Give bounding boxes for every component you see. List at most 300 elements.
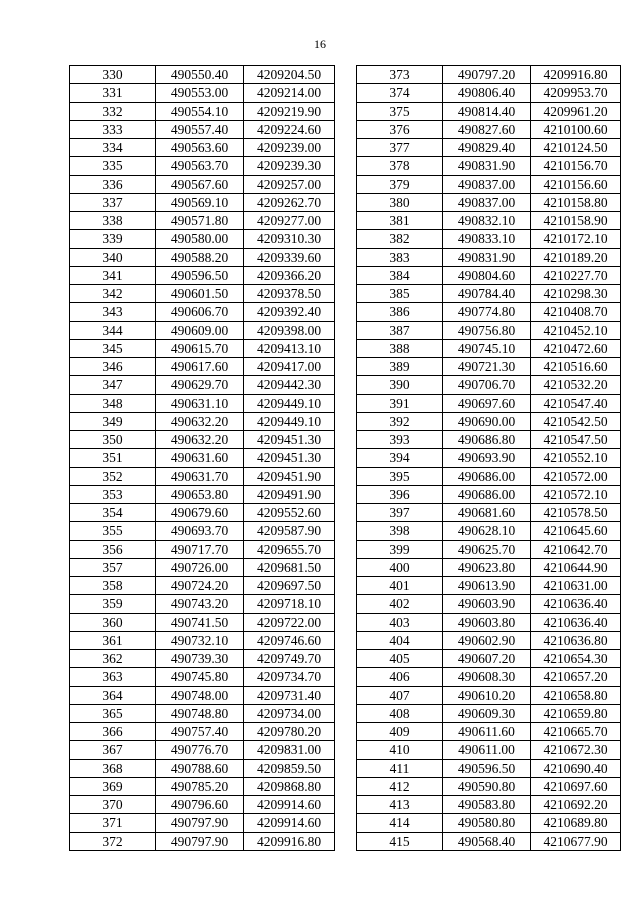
y-coordinate-cell: 4210156.60 <box>531 175 621 193</box>
point-number-cell: 347 <box>70 376 156 394</box>
table-row <box>357 504 621 522</box>
table-row <box>357 285 621 303</box>
x-coordinate-cell: 490686.00 <box>443 485 531 503</box>
table-row <box>357 139 621 157</box>
x-coordinate-cell: 490756.80 <box>443 321 531 339</box>
table-row <box>70 248 335 266</box>
y-coordinate-cell: 4209214.00 <box>244 84 335 102</box>
x-coordinate-cell: 490785.20 <box>156 777 244 795</box>
page-number: 16 <box>314 37 326 51</box>
table-row <box>357 650 621 668</box>
point-number-cell: 357 <box>70 558 156 576</box>
point-number-cell: 400 <box>357 558 443 576</box>
x-coordinate-cell: 490717.70 <box>156 540 244 558</box>
x-coordinate-cell: 490690.00 <box>443 412 531 430</box>
point-number-cell: 384 <box>357 266 443 284</box>
point-number-cell: 351 <box>70 449 156 467</box>
x-coordinate-cell: 490617.60 <box>156 358 244 376</box>
x-coordinate-cell: 490827.60 <box>443 120 531 138</box>
table-row <box>70 394 335 412</box>
x-coordinate-cell: 490743.20 <box>156 595 244 613</box>
point-number-cell: 397 <box>357 504 443 522</box>
x-coordinate-cell: 490588.20 <box>156 248 244 266</box>
point-number-cell: 333 <box>70 120 156 138</box>
x-coordinate-cell: 490611.60 <box>443 723 531 741</box>
point-number-cell: 385 <box>357 285 443 303</box>
point-number-cell: 341 <box>70 266 156 284</box>
y-coordinate-cell: 4209552.60 <box>244 504 335 522</box>
table-row <box>70 631 335 649</box>
point-number-cell: 395 <box>357 467 443 485</box>
table-row <box>357 631 621 649</box>
table-row <box>357 120 621 138</box>
x-coordinate-cell: 490610.20 <box>443 686 531 704</box>
y-coordinate-cell: 4210100.60 <box>531 120 621 138</box>
y-coordinate-cell: 4209449.10 <box>244 412 335 430</box>
point-number-cell: 378 <box>357 157 443 175</box>
point-number-cell: 402 <box>357 595 443 613</box>
table-row <box>70 759 335 777</box>
y-coordinate-cell: 4210227.70 <box>531 266 621 284</box>
x-coordinate-cell: 490837.00 <box>443 193 531 211</box>
table-row <box>357 558 621 576</box>
point-number-cell: 346 <box>70 358 156 376</box>
x-coordinate-cell: 490697.60 <box>443 394 531 412</box>
x-coordinate-cell: 490814.40 <box>443 102 531 120</box>
table-row <box>357 704 621 722</box>
point-number-cell: 396 <box>357 485 443 503</box>
point-number-cell: 350 <box>70 431 156 449</box>
x-coordinate-cell: 490829.40 <box>443 139 531 157</box>
table-row <box>357 485 621 503</box>
table-row <box>70 686 335 704</box>
x-coordinate-cell: 490721.30 <box>443 358 531 376</box>
point-number-cell: 360 <box>70 613 156 631</box>
point-number-cell: 342 <box>70 285 156 303</box>
x-coordinate-cell: 490568.40 <box>443 832 531 850</box>
table-row <box>357 394 621 412</box>
y-coordinate-cell: 4210697.60 <box>531 777 621 795</box>
y-coordinate-cell: 4209239.00 <box>244 139 335 157</box>
x-coordinate-cell: 490623.80 <box>443 558 531 576</box>
x-coordinate-cell: 490686.80 <box>443 431 531 449</box>
x-coordinate-cell: 490837.00 <box>443 175 531 193</box>
y-coordinate-cell: 4209378.50 <box>244 285 335 303</box>
table-row <box>70 723 335 741</box>
point-number-cell: 414 <box>357 814 443 832</box>
y-coordinate-cell: 4209961.20 <box>531 102 621 120</box>
table-row <box>357 431 621 449</box>
point-number-cell: 356 <box>70 540 156 558</box>
point-number-cell: 407 <box>357 686 443 704</box>
table-row <box>70 522 335 540</box>
point-number-cell: 343 <box>70 303 156 321</box>
y-coordinate-cell: 4210547.40 <box>531 394 621 412</box>
x-coordinate-cell: 490653.80 <box>156 485 244 503</box>
y-coordinate-cell: 4209831.00 <box>244 741 335 759</box>
point-number-cell: 404 <box>357 631 443 649</box>
x-coordinate-cell: 490632.20 <box>156 412 244 430</box>
x-coordinate-cell: 490557.40 <box>156 120 244 138</box>
y-coordinate-cell: 4209914.60 <box>244 796 335 814</box>
y-coordinate-cell: 4209859.50 <box>244 759 335 777</box>
table-row <box>357 358 621 376</box>
y-coordinate-cell: 4209655.70 <box>244 540 335 558</box>
x-coordinate-cell: 490609.00 <box>156 321 244 339</box>
table-row <box>357 66 621 84</box>
x-coordinate-cell: 490609.30 <box>443 704 531 722</box>
table-row <box>70 595 335 613</box>
coordinate-table-right <box>356 65 621 851</box>
point-number-cell: 352 <box>70 467 156 485</box>
point-number-cell: 405 <box>357 650 443 668</box>
table-row <box>357 230 621 248</box>
y-coordinate-cell: 4210657.20 <box>531 668 621 686</box>
point-number-cell: 358 <box>70 577 156 595</box>
x-coordinate-cell: 490693.70 <box>156 522 244 540</box>
y-coordinate-cell: 4210692.20 <box>531 796 621 814</box>
x-coordinate-cell: 490748.00 <box>156 686 244 704</box>
x-coordinate-cell: 490603.90 <box>443 595 531 613</box>
x-coordinate-cell: 490831.90 <box>443 157 531 175</box>
y-coordinate-cell: 4209914.60 <box>244 814 335 832</box>
y-coordinate-cell: 4209449.10 <box>244 394 335 412</box>
y-coordinate-cell: 4209734.00 <box>244 704 335 722</box>
y-coordinate-cell: 4209339.60 <box>244 248 335 266</box>
x-coordinate-cell: 490724.20 <box>156 577 244 595</box>
table-row <box>70 120 335 138</box>
table-row <box>357 595 621 613</box>
table-row <box>357 759 621 777</box>
table-row <box>70 412 335 430</box>
point-number-cell: 411 <box>357 759 443 777</box>
x-coordinate-cell: 490706.70 <box>443 376 531 394</box>
point-number-cell: 374 <box>357 84 443 102</box>
x-coordinate-cell: 490603.80 <box>443 613 531 631</box>
y-coordinate-cell: 4209366.20 <box>244 266 335 284</box>
point-number-cell: 365 <box>70 704 156 722</box>
table-row <box>357 613 621 631</box>
y-coordinate-cell: 4210642.70 <box>531 540 621 558</box>
x-coordinate-cell: 490580.80 <box>443 814 531 832</box>
x-coordinate-cell: 490745.80 <box>156 668 244 686</box>
y-coordinate-cell: 4210672.30 <box>531 741 621 759</box>
y-coordinate-cell: 4209204.50 <box>244 66 335 84</box>
table-row <box>70 212 335 230</box>
table-row <box>70 467 335 485</box>
x-coordinate-cell: 490590.80 <box>443 777 531 795</box>
table-row <box>357 814 621 832</box>
x-coordinate-cell: 490741.50 <box>156 613 244 631</box>
table-row <box>357 686 621 704</box>
x-coordinate-cell: 490631.10 <box>156 394 244 412</box>
y-coordinate-cell: 4210636.40 <box>531 595 621 613</box>
y-coordinate-cell: 4210408.70 <box>531 303 621 321</box>
y-coordinate-cell: 4210452.10 <box>531 321 621 339</box>
y-coordinate-cell: 4209451.30 <box>244 449 335 467</box>
point-number-cell: 377 <box>357 139 443 157</box>
y-coordinate-cell: 4209718.10 <box>244 595 335 613</box>
table-row <box>357 577 621 595</box>
point-number-cell: 403 <box>357 613 443 631</box>
y-coordinate-cell: 4209697.50 <box>244 577 335 595</box>
x-coordinate-cell: 490693.90 <box>443 449 531 467</box>
y-coordinate-cell: 4209491.90 <box>244 485 335 503</box>
x-coordinate-cell: 490606.70 <box>156 303 244 321</box>
point-number-cell: 338 <box>70 212 156 230</box>
point-number-cell: 340 <box>70 248 156 266</box>
table-row <box>357 522 621 540</box>
x-coordinate-cell: 490554.10 <box>156 102 244 120</box>
table-row <box>70 650 335 668</box>
y-coordinate-cell: 4209277.00 <box>244 212 335 230</box>
point-number-cell: 368 <box>70 759 156 777</box>
x-coordinate-cell: 490739.30 <box>156 650 244 668</box>
table-row <box>70 321 335 339</box>
y-coordinate-cell: 4210542.50 <box>531 412 621 430</box>
y-coordinate-cell: 4209916.80 <box>244 832 335 850</box>
table-row <box>70 577 335 595</box>
y-coordinate-cell: 4209953.70 <box>531 84 621 102</box>
point-number-cell: 364 <box>70 686 156 704</box>
x-coordinate-cell: 490831.90 <box>443 248 531 266</box>
x-coordinate-cell: 490797.90 <box>156 832 244 850</box>
table-row <box>70 540 335 558</box>
x-coordinate-cell: 490632.20 <box>156 431 244 449</box>
x-coordinate-cell: 490679.60 <box>156 504 244 522</box>
y-coordinate-cell: 4209257.00 <box>244 175 335 193</box>
point-number-cell: 363 <box>70 668 156 686</box>
table-row <box>357 741 621 759</box>
x-coordinate-cell: 490602.90 <box>443 631 531 649</box>
point-number-cell: 375 <box>357 102 443 120</box>
point-number-cell: 348 <box>70 394 156 412</box>
table-row <box>357 540 621 558</box>
y-coordinate-cell: 4210658.80 <box>531 686 621 704</box>
y-coordinate-cell: 4210572.10 <box>531 485 621 503</box>
x-coordinate-cell: 490628.10 <box>443 522 531 540</box>
y-coordinate-cell: 4209868.80 <box>244 777 335 795</box>
point-number-cell: 391 <box>357 394 443 412</box>
x-coordinate-cell: 490806.40 <box>443 84 531 102</box>
x-coordinate-cell: 490748.80 <box>156 704 244 722</box>
point-number-cell: 336 <box>70 175 156 193</box>
table-row <box>357 193 621 211</box>
point-number-cell: 389 <box>357 358 443 376</box>
table-row <box>357 339 621 357</box>
x-coordinate-cell: 490686.00 <box>443 467 531 485</box>
table-row <box>70 814 335 832</box>
point-number-cell: 415 <box>357 832 443 850</box>
table-row <box>70 175 335 193</box>
table-row <box>357 777 621 795</box>
x-coordinate-cell: 490757.40 <box>156 723 244 741</box>
table-row <box>70 449 335 467</box>
point-number-cell: 392 <box>357 412 443 430</box>
table-row <box>70 157 335 175</box>
y-coordinate-cell: 4209224.60 <box>244 120 335 138</box>
y-coordinate-cell: 4210631.00 <box>531 577 621 595</box>
y-coordinate-cell: 4209398.00 <box>244 321 335 339</box>
table-row <box>70 376 335 394</box>
y-coordinate-cell: 4210665.70 <box>531 723 621 741</box>
x-coordinate-cell: 490732.10 <box>156 631 244 649</box>
x-coordinate-cell: 490611.00 <box>443 741 531 759</box>
table-row <box>357 723 621 741</box>
point-number-cell: 393 <box>357 431 443 449</box>
table-row <box>357 796 621 814</box>
table-row <box>357 102 621 120</box>
coordinate-table-left <box>69 65 335 851</box>
table-row <box>357 412 621 430</box>
table-row <box>70 832 335 850</box>
point-number-cell: 366 <box>70 723 156 741</box>
point-number-cell: 371 <box>70 814 156 832</box>
y-coordinate-cell: 4209916.80 <box>531 66 621 84</box>
x-coordinate-cell: 490745.10 <box>443 339 531 357</box>
table-row <box>70 102 335 120</box>
table-row <box>357 84 621 102</box>
point-number-cell: 406 <box>357 668 443 686</box>
y-coordinate-cell: 4210659.80 <box>531 704 621 722</box>
table-row <box>357 449 621 467</box>
y-coordinate-cell: 4209239.30 <box>244 157 335 175</box>
table-row <box>357 266 621 284</box>
y-coordinate-cell: 4209392.40 <box>244 303 335 321</box>
y-coordinate-cell: 4209681.50 <box>244 558 335 576</box>
y-coordinate-cell: 4210644.90 <box>531 558 621 576</box>
x-coordinate-cell: 490601.50 <box>156 285 244 303</box>
point-number-cell: 372 <box>70 832 156 850</box>
table-row <box>357 212 621 230</box>
y-coordinate-cell: 4210689.80 <box>531 814 621 832</box>
y-coordinate-cell: 4210572.00 <box>531 467 621 485</box>
x-coordinate-cell: 490797.20 <box>443 66 531 84</box>
table-row <box>70 741 335 759</box>
x-coordinate-cell: 490796.60 <box>156 796 244 814</box>
point-number-cell: 361 <box>70 631 156 649</box>
point-number-cell: 334 <box>70 139 156 157</box>
x-coordinate-cell: 490569.10 <box>156 193 244 211</box>
table-row <box>357 303 621 321</box>
y-coordinate-cell: 4210636.40 <box>531 613 621 631</box>
x-coordinate-cell: 490774.80 <box>443 303 531 321</box>
x-coordinate-cell: 490563.70 <box>156 157 244 175</box>
y-coordinate-cell: 4209442.30 <box>244 376 335 394</box>
table-row <box>70 266 335 284</box>
y-coordinate-cell: 4209731.40 <box>244 686 335 704</box>
y-coordinate-cell: 4210472.60 <box>531 339 621 357</box>
point-number-cell: 382 <box>357 230 443 248</box>
x-coordinate-cell: 490550.40 <box>156 66 244 84</box>
y-coordinate-cell: 4210172.10 <box>531 230 621 248</box>
y-coordinate-cell: 4210124.50 <box>531 139 621 157</box>
table-row <box>70 504 335 522</box>
point-number-cell: 339 <box>70 230 156 248</box>
y-coordinate-cell: 4209734.70 <box>244 668 335 686</box>
x-coordinate-cell: 490631.60 <box>156 449 244 467</box>
table-row <box>357 248 621 266</box>
table-row <box>357 467 621 485</box>
x-coordinate-cell: 490607.20 <box>443 650 531 668</box>
y-coordinate-cell: 4209746.60 <box>244 631 335 649</box>
point-number-cell: 383 <box>357 248 443 266</box>
point-number-cell: 409 <box>357 723 443 741</box>
table-row <box>70 358 335 376</box>
table-row <box>357 321 621 339</box>
point-number-cell: 410 <box>357 741 443 759</box>
x-coordinate-cell: 490563.60 <box>156 139 244 157</box>
point-number-cell: 335 <box>70 157 156 175</box>
x-coordinate-cell: 490804.60 <box>443 266 531 284</box>
x-coordinate-cell: 490553.00 <box>156 84 244 102</box>
x-coordinate-cell: 490681.60 <box>443 504 531 522</box>
table-row <box>70 558 335 576</box>
x-coordinate-cell: 490631.70 <box>156 467 244 485</box>
point-number-cell: 331 <box>70 84 156 102</box>
point-number-cell: 408 <box>357 704 443 722</box>
y-coordinate-cell: 4209262.70 <box>244 193 335 211</box>
y-coordinate-cell: 4209417.00 <box>244 358 335 376</box>
y-coordinate-cell: 4209587.90 <box>244 522 335 540</box>
point-number-cell: 412 <box>357 777 443 795</box>
table-row <box>70 485 335 503</box>
x-coordinate-cell: 490726.00 <box>156 558 244 576</box>
point-number-cell: 381 <box>357 212 443 230</box>
point-number-cell: 387 <box>357 321 443 339</box>
y-coordinate-cell: 4210298.30 <box>531 285 621 303</box>
y-coordinate-cell: 4209219.90 <box>244 102 335 120</box>
table-row <box>357 668 621 686</box>
point-number-cell: 388 <box>357 339 443 357</box>
table-row <box>357 175 621 193</box>
table-row <box>70 431 335 449</box>
point-number-cell: 413 <box>357 796 443 814</box>
table-row <box>70 66 335 84</box>
x-coordinate-cell: 490596.50 <box>443 759 531 777</box>
point-number-cell: 386 <box>357 303 443 321</box>
y-coordinate-cell: 4210158.80 <box>531 193 621 211</box>
table-row <box>70 796 335 814</box>
x-coordinate-cell: 490596.50 <box>156 266 244 284</box>
x-coordinate-cell: 490580.00 <box>156 230 244 248</box>
table-row <box>70 704 335 722</box>
point-number-cell: 369 <box>70 777 156 795</box>
table-row <box>70 285 335 303</box>
table-row <box>70 339 335 357</box>
x-coordinate-cell: 490776.70 <box>156 741 244 759</box>
y-coordinate-cell: 4210677.90 <box>531 832 621 850</box>
x-coordinate-cell: 490567.60 <box>156 175 244 193</box>
y-coordinate-cell: 4210532.20 <box>531 376 621 394</box>
table-row <box>357 832 621 850</box>
x-coordinate-cell: 490583.80 <box>443 796 531 814</box>
table-row <box>357 157 621 175</box>
y-coordinate-cell: 4210189.20 <box>531 248 621 266</box>
y-coordinate-cell: 4210636.80 <box>531 631 621 649</box>
x-coordinate-cell: 490797.90 <box>156 814 244 832</box>
point-number-cell: 373 <box>357 66 443 84</box>
table-row <box>70 230 335 248</box>
point-number-cell: 337 <box>70 193 156 211</box>
y-coordinate-cell: 4209780.20 <box>244 723 335 741</box>
point-number-cell: 399 <box>357 540 443 558</box>
point-number-cell: 398 <box>357 522 443 540</box>
point-number-cell: 349 <box>70 412 156 430</box>
point-number-cell: 359 <box>70 595 156 613</box>
point-number-cell: 376 <box>357 120 443 138</box>
point-number-cell: 394 <box>357 449 443 467</box>
